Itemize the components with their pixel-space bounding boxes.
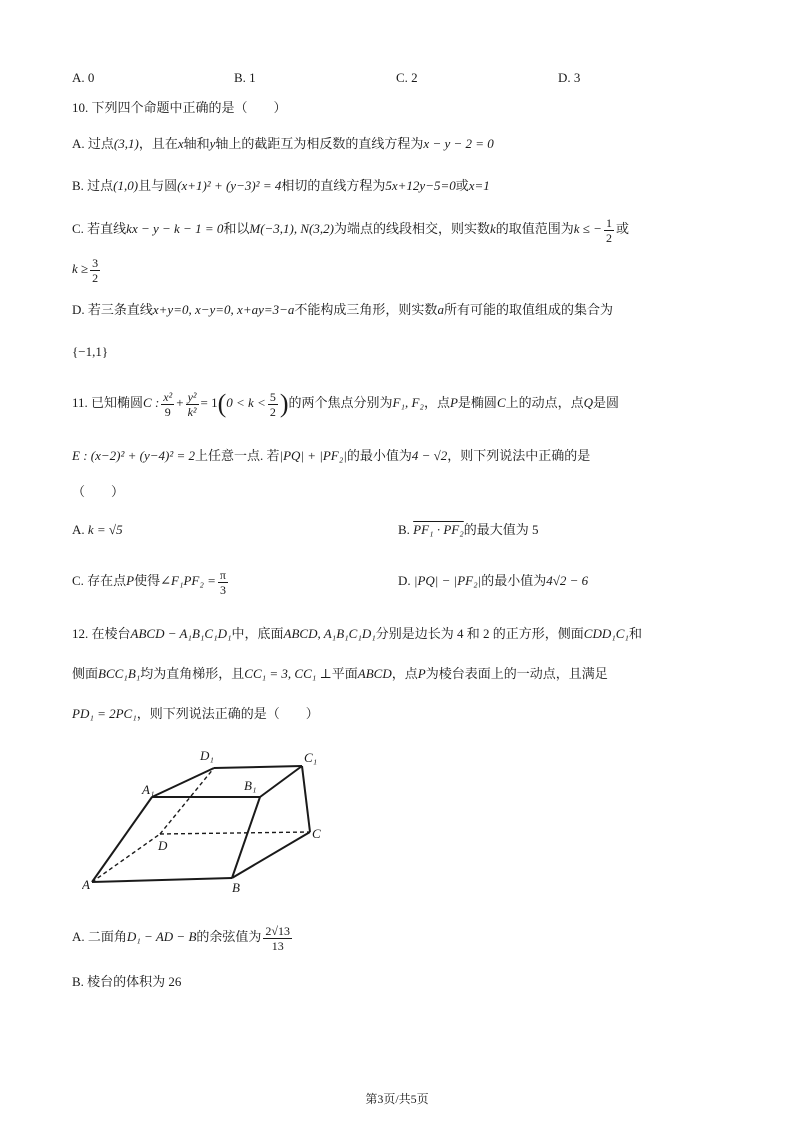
q10-option-d: D. 若三条直线x+y=0, x−y=0, x+ay=3−a不能构成三角形，则实数a所有可能的取值组成的集合为 <box>72 302 613 317</box>
q11-option-c: C. 存在点P使得∠F₁PF₂ = $\frac{\pi}{3}$ <box>72 567 226 597</box>
label-D: D <box>158 838 168 853</box>
q12-option-a: A. 二面角D₁ − AD − B的余弦值为 $\frac{2√13}{13}$ <box>72 923 290 953</box>
q10-option-c-cont: k ≥ $\frac{3}{2}$ <box>72 255 99 285</box>
q11-option-b: B. PF₁ · PF₂的最大值为 5 <box>398 522 539 537</box>
q9-option-a: A. 0 <box>72 70 95 85</box>
q10-option-c: C. 若直线kx − y − k − 1 = 0和以M(−3,1), N(3,2)为端点的线段相交，则实数k的取值范围为k ≤ − $\frac{1}{2}$ 或 <box>72 215 629 245</box>
page-footer: 第3页/共5页 <box>365 1092 429 1106</box>
edge-DC <box>160 832 310 834</box>
label-A1: A₁ <box>142 782 155 797</box>
label-B: B <box>232 880 240 894</box>
edge-BC <box>232 832 310 878</box>
q10-stem: 10. 下列四个命题中正确的是（ ） <box>72 100 287 115</box>
q9-option-d: D. 3 <box>558 70 581 85</box>
label-A: A <box>82 877 90 892</box>
q11-option-a: A. k = √5 <box>72 522 123 537</box>
q9-option-c: C. 2 <box>396 70 418 85</box>
edge-BB1 <box>232 797 260 878</box>
q10-option-a: A. 过点(3,1)，且在x轴和y轴上的截距互为相反数的直线方程为x − y − 2 = 0 <box>72 136 494 151</box>
q12-option-b: B. 棱台的体积为 26 <box>72 974 182 989</box>
q11-option-d: D. |PQ| − |PF₂|的最小值为4√2 − 6 <box>398 573 589 588</box>
label-C: C <box>312 826 321 841</box>
edge-A1D1 <box>152 768 214 797</box>
edge-DD1 <box>160 768 214 834</box>
q12-stem-line2: 侧面BCC₁B₁均为直角梯形，且CC₁ = 3, CC₁ ⊥平面ABCD，点P为棱台表面上的一动点，且满足 <box>72 666 608 681</box>
q11-stem-line1: 11. 已知椭圆C : $\frac{\text{x²}}{9}$ + $\frac{\text{y²}}{\text{k²}}$ = 1(0 < k < $\frac{5}{2}$ )的两个焦点分别为F₁, F₂，点P是椭圆C上的动点，点Q是圆 <box>72 389 620 419</box>
frustum-figure <box>82 742 342 894</box>
q12-stem-line3: PD₁ = 2PC₁，则下列说法正确的是（ ） <box>72 706 319 721</box>
q12-stem-line1: 12. 在棱台ABCD − A₁B₁C₁D₁中，底面ABCD, A₁B₁C₁D₁分别是边长为 4 和 2 的正方形，侧面CDD₁C₁和 <box>72 626 642 641</box>
edge-CC1 <box>302 766 310 832</box>
q10-option-d-set: {−1,1} <box>72 344 109 359</box>
edge-AA1 <box>92 797 152 882</box>
edge-D1C1 <box>214 766 302 768</box>
q10-option-b: B. 过点(1,0)且与圆(x+1)² + (y−3)² = 4相切的直线方程为5x+12y−5=0或x=1 <box>72 178 490 193</box>
q11-stem-line2: E : (x−2)² + (y−4)² = 2上任意一点. 若|PQ| + |PF₂|的最小值为4 − √2，则下列说法中正确的是 <box>72 448 591 463</box>
label-D1: D₁ <box>200 748 214 763</box>
edge-AB <box>92 878 232 882</box>
q9-option-b: B. 1 <box>234 70 256 85</box>
edge-AD <box>92 834 160 882</box>
label-B1: B₁ <box>244 778 257 793</box>
edge-B1C1 <box>260 766 302 797</box>
label-C1: C₁ <box>304 750 318 765</box>
q11-answer-paren: （ ） <box>72 484 125 499</box>
